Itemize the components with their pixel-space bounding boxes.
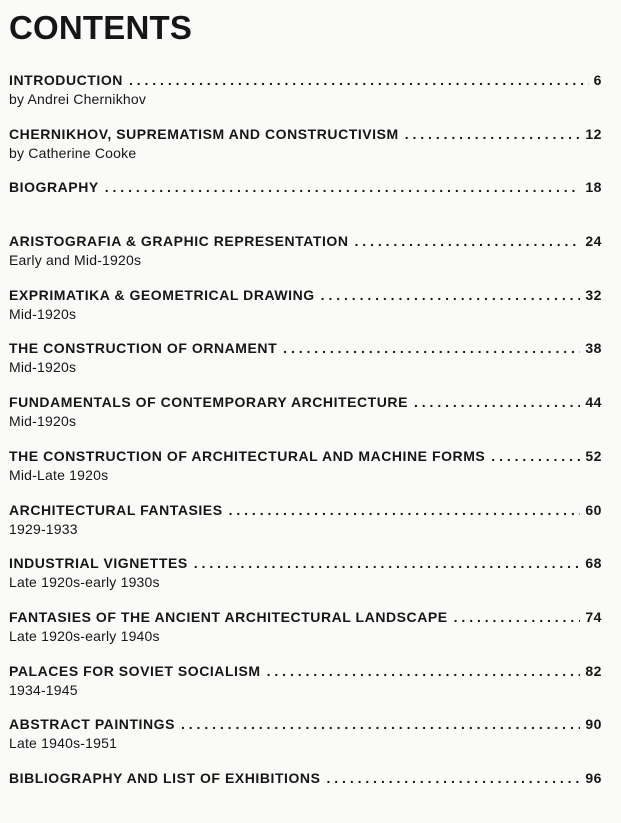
dot-leader <box>129 71 589 89</box>
toc-entry-biography[interactable] <box>9 178 602 232</box>
toc-entry-title: ABSTRACT PAINTINGS <box>9 716 175 733</box>
dot-leader <box>283 339 580 357</box>
dot-leader <box>491 447 580 465</box>
dot-leader <box>326 769 580 787</box>
dot-leader <box>181 715 580 733</box>
toc-entry-page: 6 <box>593 72 602 88</box>
dot-leader <box>229 501 581 519</box>
toc-entry-machine-forms[interactable] <box>9 447 602 501</box>
toc-entry-subtitle: Early and Mid-1920s <box>9 252 142 269</box>
toc-entry-palaces[interactable] <box>9 662 602 716</box>
toc-entry-subtitle: Mid-1920s <box>9 413 77 430</box>
dot-leader <box>194 554 581 572</box>
toc-entry-page: 38 <box>585 340 602 357</box>
toc-entry-ancient-landscape[interactable] <box>9 608 602 662</box>
toc-entry-page: 18 <box>585 179 602 196</box>
toc-entry-title: ARISTOGRAFIA & GRAPHIC REPRESENTATION <box>9 233 349 250</box>
toc-entry-page: 24 <box>585 233 602 250</box>
toc-entry-page: 74 <box>585 608 602 625</box>
toc-entry-subtitle: 1929-1933 <box>9 520 78 537</box>
toc-entry-title: EXPRIMATIKA & GEOMETRICAL DRAWING <box>9 286 315 303</box>
toc-entry-page: 96 <box>585 769 602 786</box>
toc-entry-page: 82 <box>585 662 602 679</box>
toc-entry-title: INDUSTRIAL VIGNETTES <box>9 555 188 572</box>
toc-entry-subtitle: Late 1940s-1951 <box>9 735 118 752</box>
toc-entry-title: FUNDAMENTALS OF CONTEMPORARY ARCHITECTURE <box>9 394 408 411</box>
toc-entry-subtitle: Mid-Late 1920s <box>9 466 109 483</box>
page-title: CONTENTS <box>9 9 193 46</box>
toc-entry-introduction[interactable] <box>9 71 602 125</box>
toc-entry-page: 12 <box>585 125 602 142</box>
dot-leader <box>355 232 581 250</box>
toc-entry-title: BIOGRAPHY <box>9 179 99 196</box>
toc-entry-subtitle: by Catherine Cooke <box>9 144 137 161</box>
toc-entry-title: BIBLIOGRAPHY AND LIST OF EXHIBITIONS <box>9 769 321 786</box>
toc-entry-page: 44 <box>585 394 602 411</box>
toc-entry-subtitle: by Andrei Chernikhov <box>9 91 147 107</box>
toc-entry-page: 68 <box>585 555 602 572</box>
toc-entry-page: 52 <box>585 447 602 464</box>
toc-entry-title: CHERNIKHOV, SUPREMATISM AND CONSTRUCTIVISM <box>9 125 399 142</box>
toc-entry-title: FANTASIES OF THE ANCIENT ARCHITECTURAL LANDSCAPE <box>9 608 448 625</box>
toc-entry-chernikhov-suprematism[interactable] <box>9 125 602 179</box>
toc-entry-subtitle: Mid-1920s <box>9 359 77 376</box>
table-of-contents <box>9 71 602 823</box>
dot-leader <box>454 608 581 626</box>
toc-entry-exprimatika[interactable] <box>9 286 602 340</box>
toc-entry-subtitle: Mid-1920s <box>9 305 77 322</box>
dot-leader <box>321 286 581 304</box>
toc-entry-title: INTRODUCTION <box>9 72 123 88</box>
toc-entry-title: THE CONSTRUCTION OF ARCHITECTURAL AND MACHINE FORMS <box>9 447 486 464</box>
toc-entry-fundamentals[interactable] <box>9 393 602 447</box>
toc-entry-construction-of-ornament[interactable] <box>9 339 602 393</box>
dot-leader <box>414 393 580 411</box>
toc-entry-title: THE CONSTRUCTION OF ORNAMENT <box>9 340 278 357</box>
toc-entry-title: ARCHITECTURAL FANTASIES <box>9 501 223 518</box>
toc-entry-subtitle: Late 1920s-early 1940s <box>9 627 160 644</box>
toc-entry-page: 90 <box>585 716 602 733</box>
toc-entry-aristografia[interactable] <box>9 232 602 286</box>
dot-leader <box>267 662 581 680</box>
dot-leader <box>105 178 581 196</box>
toc-entry-abstract-paintings[interactable] <box>9 715 602 769</box>
dot-leader <box>405 125 581 143</box>
toc-entry-bibliography[interactable] <box>9 769 602 823</box>
toc-entry-architectural-fantasies[interactable] <box>9 501 602 555</box>
toc-entry-industrial-vignettes[interactable] <box>9 554 602 608</box>
toc-entry-subtitle: 1934-1945 <box>9 681 78 698</box>
toc-entry-title: PALACES FOR SOVIET SOCIALISM <box>9 662 261 679</box>
toc-entry-page: 60 <box>585 501 602 518</box>
toc-entry-subtitle: Late 1920s-early 1930s <box>9 574 160 591</box>
toc-entry-page: 32 <box>585 286 602 303</box>
